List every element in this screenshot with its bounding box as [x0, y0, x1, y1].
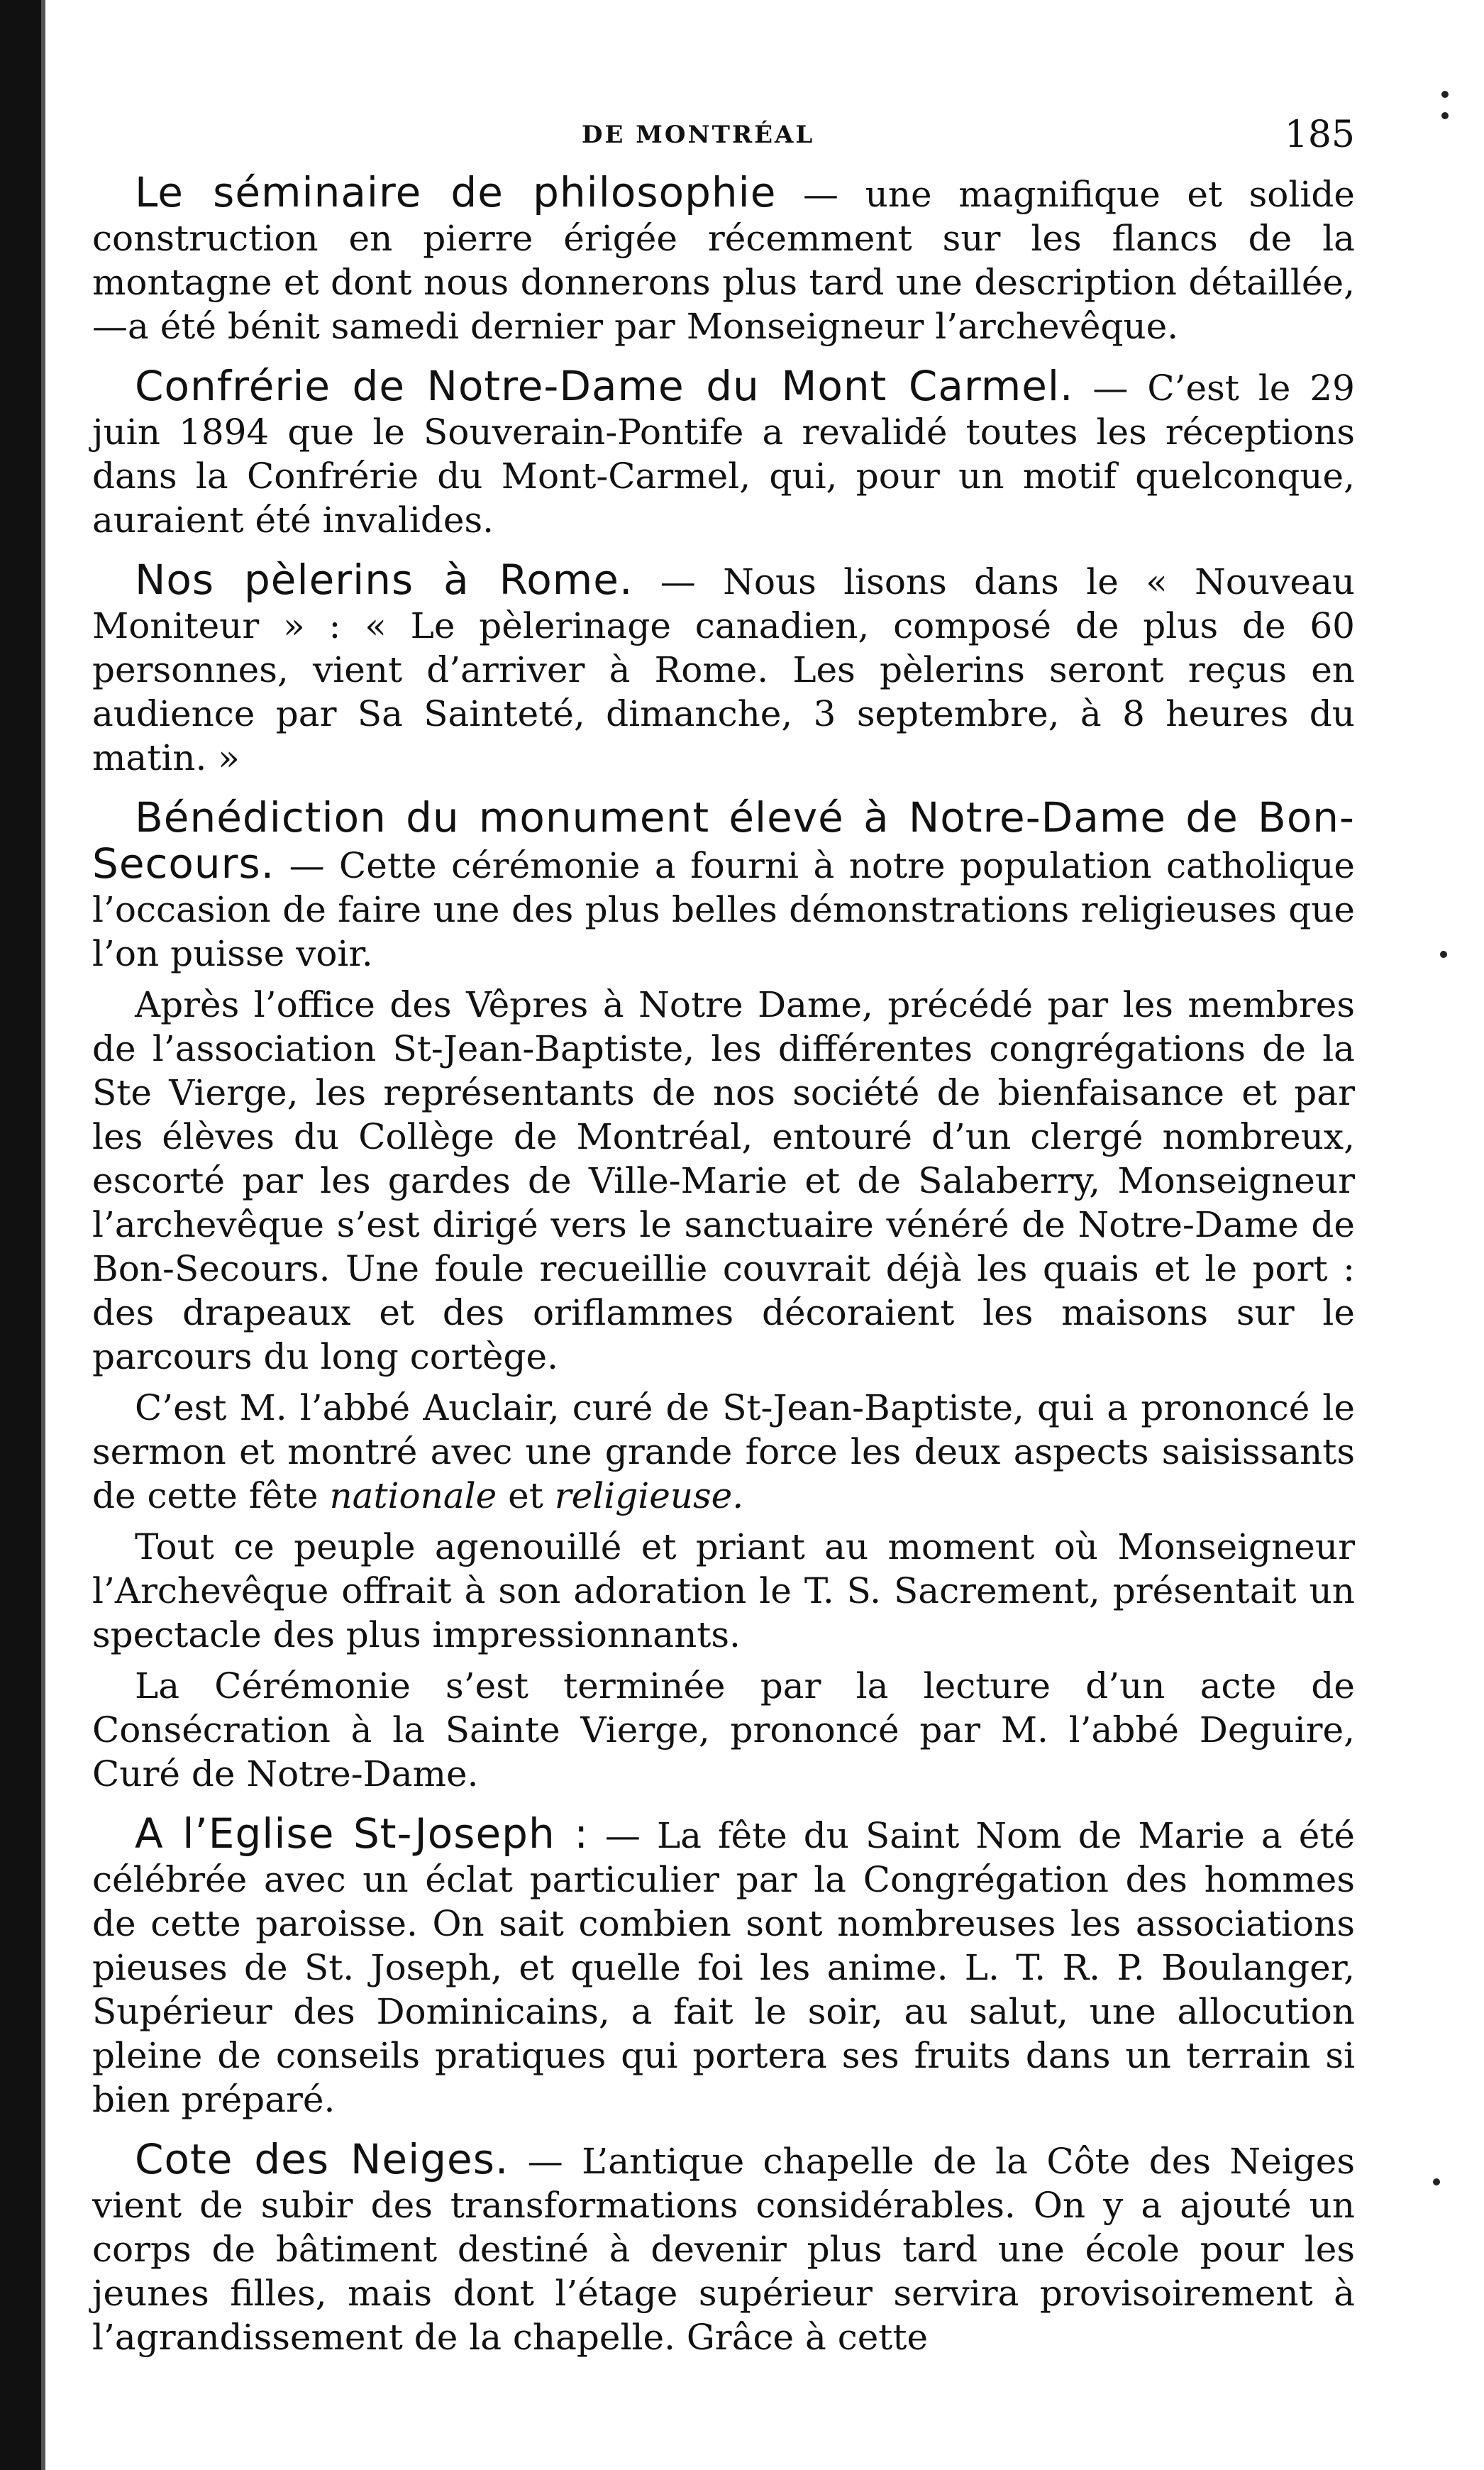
scan-speck: [1433, 2178, 1440, 2185]
article-heading: A l’Eglise St-Joseph :: [135, 1809, 589, 1858]
article-body: — Nous lisons dans le « Nouveau Moniteur » : « Le pèlerinage canadien, composé de plus de 60 personnes, vient d’arriver à Rome. Les pèlerins seront reçus en audience par Sa Sainteté, dimanche, 3 septembre, à 8 heures du matin. »: [92, 561, 1355, 778]
running-header: [92, 106, 1355, 170]
article-cote-des-neiges: [92, 2137, 1355, 2359]
article-body: — C’est le 29 juin 1894 que le Souverain-Pontife a revalidé toutes les réceptions dans la Confrérie du Mont-Carmel, qui, pour un motif quelconque, auraient été invalides.: [92, 368, 1355, 541]
article-pelerins: [92, 558, 1355, 780]
article-body: — une magnifique et solide construction en pierre érigée récemment sur les flancs de la montagne et dont nous donnerons plus tard une description détaillée, —a été bénit samedi dernier par Monseigneur l’archevêque.: [92, 174, 1355, 347]
paragraph-text: C’est M. l’abbé Auclair, curé de St-Jean-Baptiste, qui a prononcé le sermon et montré avec une grande force les deux aspects saisissants de cette fête: [92, 1387, 1355, 1516]
emphasis-nationale: nationale: [329, 1475, 497, 1516]
book-spine-edge: [41, 0, 45, 2470]
article-confrerie: [92, 364, 1355, 542]
article-seminaire: [92, 170, 1355, 348]
scan-speck: [1440, 951, 1447, 958]
book-page: [92, 106, 1355, 2375]
article-heading: Le séminaire de philosophie: [135, 168, 777, 216]
article-body: — Cette cérémonie a fourni à notre population catholique l’occasion de faire une des plus belles démonstrations religieuses que l’on puisse voir.: [92, 845, 1355, 974]
paragraph-text: et: [497, 1475, 555, 1516]
scan-speck: [1441, 91, 1449, 98]
article-body: — La fête du Saint Nom de Marie a été célébrée avec un éclat particulier par la Congrégation des hommes de cette paroisse. On sait combien sont nombreuses les associations pieuses de St. Joseph, et quelle foi les anime. L. T. R. P. Boulanger, Supérieur des Dominicains, a fait le soir, au salut, une allocution pleine de conseils pratiques qui portera ses fruits dans un terrain si bien préparé.: [92, 1815, 1355, 2120]
article-heading: Confrérie de Notre-Dame du Mont Carmel.: [135, 362, 1074, 410]
book-spine-shadow: [0, 0, 41, 2470]
benediction-paragraph-3: [92, 1386, 1355, 1518]
article-heading: Cote des Neiges.: [135, 2135, 509, 2183]
benediction-paragraph-5: La Cérémonie s’est terminée par la lecture d’un acte de Consécration à la Sainte Vierge, prononcé par M. l’abbé Deguire, Curé de Notre-Dame.: [92, 1665, 1355, 1794]
article-benediction: [92, 795, 1355, 976]
scan-speck: [1441, 112, 1449, 119]
article-heading: Bénédiction du monument élevé à Notre-Dame de Bon-Secours.: [92, 793, 1355, 888]
benediction-paragraph-2: Après l’office des Vêpres à Notre Dame, précédé par les membres de l’association St-Jean-Baptiste, les différentes congrégations de la Ste Vierge, les représentants de nos société de bienfaisance et par les élèves du Collège de Montréal, entouré d’un clergé nombreux, escorté par les gardes de Ville-Marie et de Salaberry, Monseigneur l’archevêque s’est dirigé vers le sanctuaire vénéré de Notre-Dame de Bon-Secours. Une foule recueillie couvrait déjà les quais et le port : des drapeaux et des oriflammes décoraient les maisons sur le parcours du long cortège.: [92, 984, 1355, 1377]
benediction-paragraph-4: Tout ce peuple agenouillé et priant au moment où Monseigneur l’Archevêque offrait à son adoration le T. S. Sacrement, présentait un spectacle des plus impressionnants.: [92, 1526, 1355, 1655]
page-number: 185: [1284, 114, 1355, 156]
article-eglise-st-joseph: [92, 1809, 1355, 2122]
article-body: — L’antique chapelle de la Côte des Neiges vient de subir des transformations considérables. On y a ajouté un corps de bâtiment destiné à devenir plus tard une école pour les jeunes filles, mais dont l’étage supérieur servira provisoirement à l’agrandissement de la chapelle. Grâce à cette: [92, 2141, 1356, 2358]
running-title: DE MONTRÉAL: [582, 121, 815, 149]
article-heading: Nos pèlerins à Rome.: [135, 556, 633, 604]
emphasis-religieuse: religieuse.: [554, 1475, 744, 1516]
